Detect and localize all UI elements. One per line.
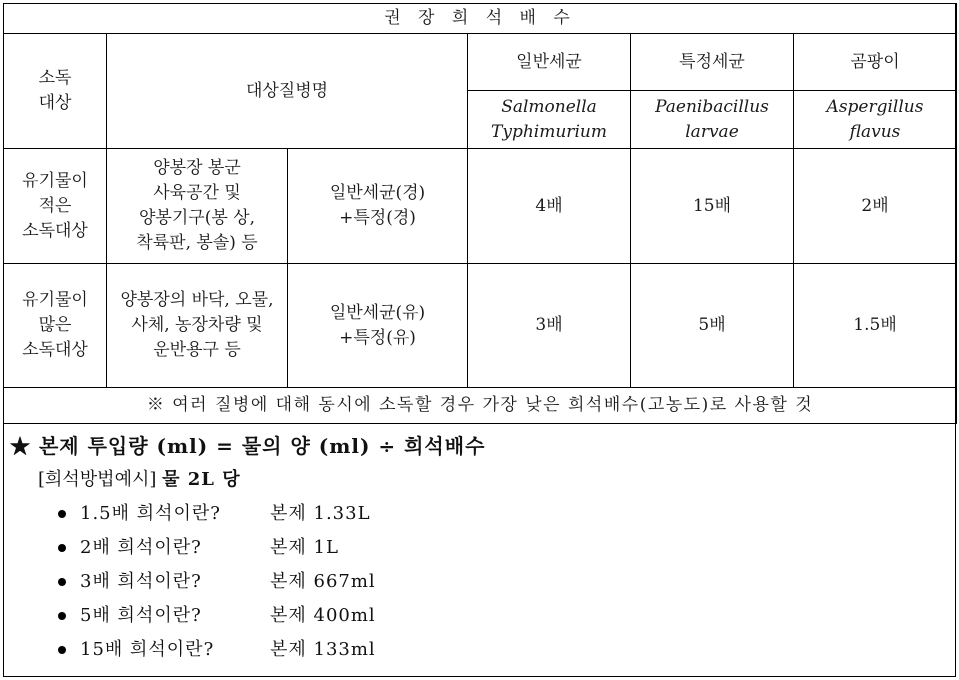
table-row [4,149,957,264]
row-value-specific-bacteria: 5배 [631,264,794,388]
organism-name-line1: Aspergillus [826,96,924,117]
organism-name-line2: larvae [685,121,739,142]
row-value-general-bacteria: 3배 [468,264,631,388]
list-item [58,565,940,599]
disease-header: 대상질병명 [107,34,468,149]
example-answer: 본제 1L [270,537,339,558]
example-label: [희석방법예시] [38,469,157,490]
row-target: 유기물이 많은 소독대상 [4,264,107,388]
row-places: 양봉장의 바닥, 오물, 사체, 농장차량 및 운반용구 등 [107,264,288,388]
example-question: 2배 희석이란? [80,537,202,558]
dosage-formula: ★ 본제 투입량 (ml) = 물의 양 (ml) ÷ 희석배수 [10,434,486,458]
example-water-amount: 물 2L 당 [162,469,241,490]
usage-note: ※ 여러 질병에 대해 동시에 소독할 경우 가장 낮은 희석배수(고농도)로 사용할 것 [4,388,957,424]
organism-name-line1: Salmonella [501,96,597,117]
row-places: 양봉장 봉군 사육공간 및 양봉기구(봉 상, 착륙판, 봉솔) 등 [107,149,288,264]
example-question: 5배 희석이란? [80,605,202,626]
row-disease: 일반세균(유) +특정(유) [288,264,468,388]
organism-general-bacteria [468,91,631,149]
list-item [58,599,940,633]
list-item [58,633,940,667]
organism-name-line1: Paenibacillus [655,96,769,117]
example-answer: 본제 1.33L [270,503,371,524]
table-row [4,264,957,388]
row-value-fungi: 1.5배 [794,264,957,388]
target-header: 소독 대상 [4,34,107,149]
bullet-icon [58,544,66,552]
row-value-general-bacteria: 4배 [468,149,631,264]
example-question: 15배 희석이란? [80,639,215,660]
example-question: 1.5배 희석이란? [80,503,221,524]
dilution-example-section [10,429,940,667]
organism-name-line2: Typhimurium [491,121,607,142]
row-target: 유기물이 적은 소독대상 [4,149,107,264]
organism-name-line2: flavus [849,121,901,142]
bullet-icon [58,578,66,586]
dilution-table [3,3,957,424]
table-title: 권 장 희 석 배 수 [4,4,957,34]
bullet-icon [58,510,66,518]
col-header-fungi: 곰팡이 [794,34,957,91]
example-list [10,497,940,667]
col-header-specific-bacteria: 특정세균 [631,34,794,91]
bullet-icon [58,612,66,620]
bullet-icon [58,646,66,654]
organism-specific-bacteria [631,91,794,149]
list-item [58,531,940,565]
example-question: 3배 희석이란? [80,571,202,592]
example-answer: 본제 667ml [270,571,376,592]
row-disease: 일반세균(경) +특정(경) [288,149,468,264]
example-answer: 본제 133ml [270,639,376,660]
example-answer: 본제 400ml [270,605,376,626]
organism-fungi [794,91,957,149]
example-heading [10,463,940,497]
row-value-specific-bacteria: 15배 [631,149,794,264]
col-header-general-bacteria: 일반세균 [468,34,631,91]
list-item [58,497,940,531]
row-value-fungi: 2배 [794,149,957,264]
